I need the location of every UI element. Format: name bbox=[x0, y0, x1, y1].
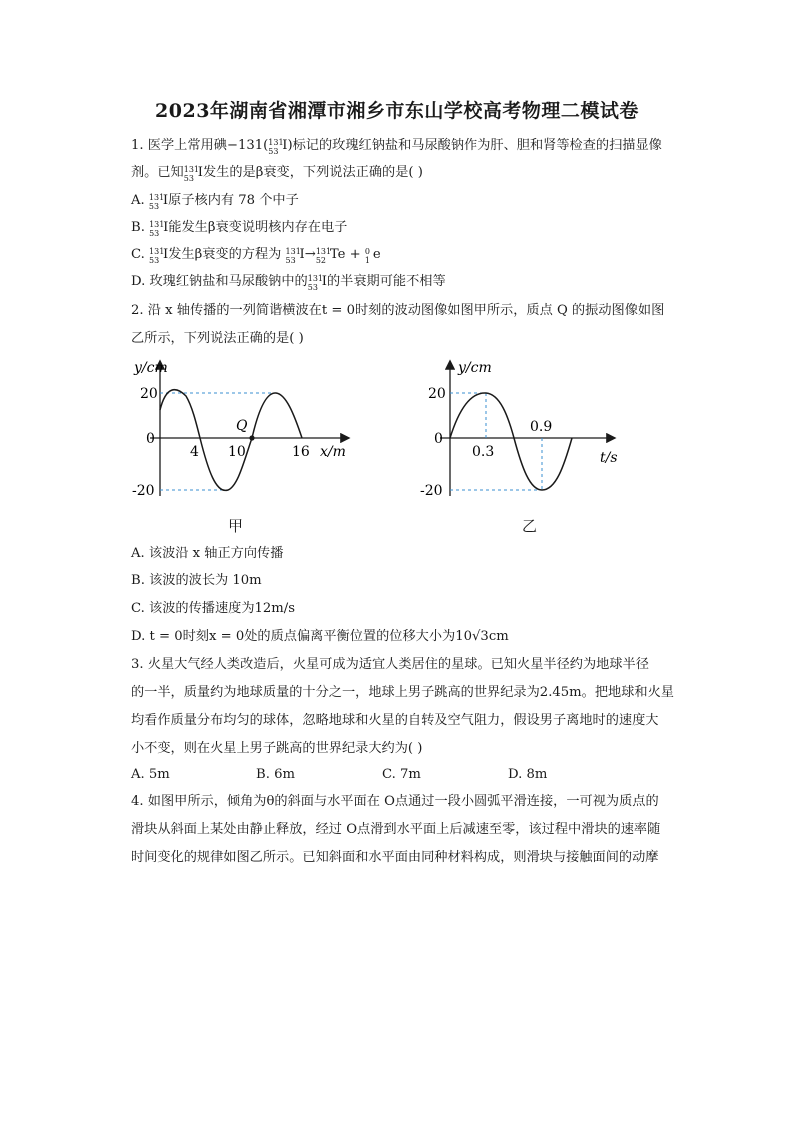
tick-x4: 4 bbox=[190, 444, 199, 460]
q4-line3: 时间变化的规律如图乙所示。已知斜面和水平面由同种材料构成，则滑块与接触面间的动摩 bbox=[131, 850, 659, 865]
q3-line4: 小不变，则在火星上男子跳高的世界纪录大约为( ) bbox=[131, 741, 423, 756]
q1-option-a: A. 131 53 I原子核内有 78 个中子 bbox=[131, 193, 299, 211]
nuclide-i131: 131 53 bbox=[148, 193, 165, 211]
nuclide-i131: 131 53 bbox=[307, 274, 324, 292]
nuclide-i131: 131 53 bbox=[149, 220, 165, 238]
tick-minus-20: -20 bbox=[420, 483, 443, 499]
q1-line1-text-b: I)标记的玫瑰红钠盐和马尿酸钠作为肝、胆和肾等检查的扫描显像 bbox=[282, 138, 662, 153]
q1-line2: 剂。已知 131 53 I发生的是β衰变，下列说法正确的是( ) bbox=[131, 165, 423, 183]
q2-line1: 2. 沿 x 轴传播的一列简谐横波在t = 0时刻的波动图像如图甲所示，质点 Q 的振动图像如图 bbox=[131, 303, 665, 318]
q1-line1-text: 1. 医学上常用碘−131( bbox=[131, 138, 269, 153]
nuclide-electron: 0 1 bbox=[364, 247, 370, 265]
tick-20: 20 bbox=[140, 386, 158, 402]
y-axis-label: y/cm bbox=[134, 360, 168, 376]
q2-option-a: A. 该波沿 x 轴正方向传播 bbox=[131, 546, 284, 561]
tick-0: 0 bbox=[434, 431, 443, 447]
q1-option-b: B. 131 53 I能发生β衰变说明核内存在电子 bbox=[131, 220, 348, 238]
tick-t09: 0.9 bbox=[530, 419, 553, 435]
x-axis-label: x/m bbox=[320, 444, 346, 460]
q3-option-d: D. 8m bbox=[508, 767, 548, 782]
tick-x16: 16 bbox=[292, 444, 310, 460]
q2-option-d: D. t = 0时刻x = 0处的质点偏离平衡位置的位移大小为10√3cm bbox=[131, 629, 509, 644]
q3-option-a: A. 5m bbox=[131, 767, 170, 782]
q2-option-b: B. 该波的波长为 10m bbox=[131, 573, 262, 588]
q3-line2: 的一半，质量约为地球质量的十分之一，地球上男子跳高的世界纪录为2.45m。把地球和火星 bbox=[131, 685, 674, 700]
q3-option-b: B. 6m bbox=[256, 767, 295, 782]
caption-yi: 乙 bbox=[522, 517, 538, 535]
q3-line1: 3. 火星大气经人类改造后，火星可成为适宜人类居住的星球。已知火星半径约为地球半径 bbox=[131, 657, 649, 672]
q1-option-d: D. 玫瑰红钠盐和马尿酸钠中的 131 53 I的半衰期可能不相等 bbox=[131, 274, 446, 292]
wave-graph-jia bbox=[130, 356, 370, 536]
q4-line2: 滑块从斜面上某处由静止释放，经过 O点滑到水平面上后减速至零，该过程中滑块的速率随 bbox=[131, 822, 661, 837]
nuclide-i131: 131 53 bbox=[183, 165, 200, 183]
tick-20: 20 bbox=[428, 386, 446, 402]
page-title: 2023年湖南省湘潭市湘乡市东山学校高考物理二模试卷 bbox=[155, 100, 639, 122]
q1-line1 bbox=[131, 137, 662, 155]
vibration-graph-yi bbox=[420, 356, 640, 536]
y-axis-label: y/cm bbox=[458, 360, 492, 376]
q2-line2: 乙所示，下列说法正确的是( ) bbox=[131, 331, 304, 346]
nuclide-i131: 131 53 bbox=[149, 247, 165, 265]
point-q bbox=[249, 435, 254, 440]
q1-option-c: C. 131 53 I发生β衰变的方程为 131 53 I→ 131 52 Te + 0 1 e bbox=[131, 247, 381, 265]
q4-line1: 4. 如图甲所示，倾角为θ的斜面与水平面在 O点通过一段小圆弧平滑连接，一可视为质点的 bbox=[131, 794, 659, 809]
nuclide-i131: 131 53 bbox=[268, 138, 284, 156]
q3-option-c: C. 7m bbox=[382, 767, 421, 782]
tick-minus-20: -20 bbox=[132, 483, 155, 499]
q2-option-c: C. 该波的传播速度为12m/s bbox=[131, 601, 295, 616]
vibration-curve bbox=[450, 393, 572, 490]
tick-0: 0 bbox=[146, 431, 155, 447]
q3-line3: 均看作质量分布均匀的球体，忽略地球和火星的自转及空气阻力，假设男子离地时的速度大 bbox=[131, 713, 659, 728]
tick-x10: 10 bbox=[228, 444, 246, 460]
caption-jia: 甲 bbox=[228, 517, 244, 535]
wave-curve bbox=[160, 390, 302, 491]
t-axis-label: t/s bbox=[600, 450, 618, 466]
nuclide-te131: 131 52 bbox=[315, 247, 332, 265]
tick-t03: 0.3 bbox=[472, 444, 495, 460]
nuclide-i131: 131 53 bbox=[285, 247, 301, 265]
label-q: Q bbox=[236, 418, 248, 434]
